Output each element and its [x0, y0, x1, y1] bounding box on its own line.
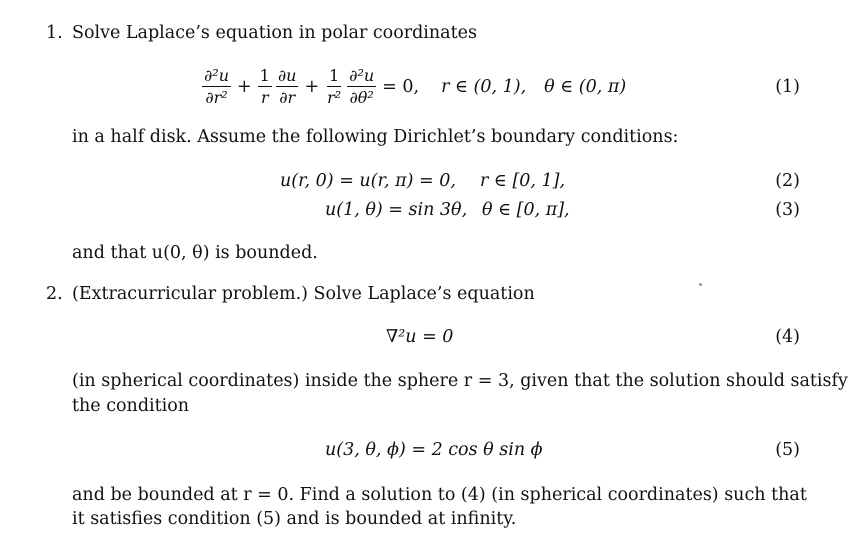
equation-1-rhs: = 0, — [382, 77, 420, 97]
problem-2-intro: (Extracurricular problem.) Solve Laplace’s equation — [72, 284, 535, 304]
equation-4-label: (4) — [775, 327, 800, 347]
plus-sign: + — [304, 77, 320, 97]
problem-1-number: 1. — [46, 23, 63, 43]
equation-4: ∇²u = 0 — [386, 327, 454, 347]
fraction-1-over-r2: $\frac{1}{\text{r²}}$ — [327, 66, 342, 107]
equation-5: u(3, θ, ϕ) = 2 cos θ sin ϕ — [325, 440, 543, 460]
fraction-d2u-dtheta2: $\frac{\text{∂²u}}{\text{∂θ²}}$ — [349, 66, 375, 107]
equation-3-condition: θ ∈ [0, π], — [482, 200, 570, 220]
problem-2-paragraph-2-line-1: and be bounded at r = 0. Find a solution to (4) (in spherical coordinates) such that — [72, 485, 807, 505]
problem-2-paragraph-2-line-2: it satisfies condition (5) and is bounded at infinity. — [72, 509, 517, 529]
problem-2-paragraph-1-line-2: the condition — [72, 396, 190, 416]
equation-2-lhs: u(r, 0) = u(r, π) = 0, — [280, 171, 456, 191]
problem-1-intro: Solve Laplace’s equation in polar coordinates — [72, 23, 477, 43]
problem-1-closing: and that u(0, θ) is bounded. — [72, 243, 318, 263]
equation-5-label: (5) — [775, 440, 800, 460]
problem-2-number: 2. — [46, 284, 63, 304]
equation-3-label: (3) — [775, 200, 800, 220]
equation-1-theta-domain: θ ∈ (0, π) — [544, 77, 627, 97]
equation-2-label: (2) — [775, 171, 800, 191]
stray-mark — [699, 283, 702, 286]
equation-3-lhs: u(1, θ) = sin 3θ, — [325, 200, 468, 220]
equation-1-label: (1) — [775, 77, 800, 97]
problem-2-paragraph-1-line-1: (in spherical coordinates) inside the sphere r = 3, given that the solution should satisfy — [72, 371, 848, 391]
problem-1-text: in a half disk. Assume the following Dirichlet’s boundary conditions: — [72, 127, 679, 147]
equation-2-condition: r ∈ [0, 1], — [480, 171, 566, 191]
fraction-du-dr: $\frac{\partial u}{\partial r}$ — [277, 66, 297, 107]
equation-1-r-domain: r ∈ (0, 1), — [441, 77, 527, 97]
equation-1 — [200, 62, 626, 112]
fraction-1-over-r: $\frac{1}{r}$ — [259, 66, 270, 107]
fraction-d2u-dr2: $\frac{\text{∂²u}}{\text{∂r²}}$ — [204, 66, 229, 107]
plus-sign: + — [237, 77, 252, 97]
